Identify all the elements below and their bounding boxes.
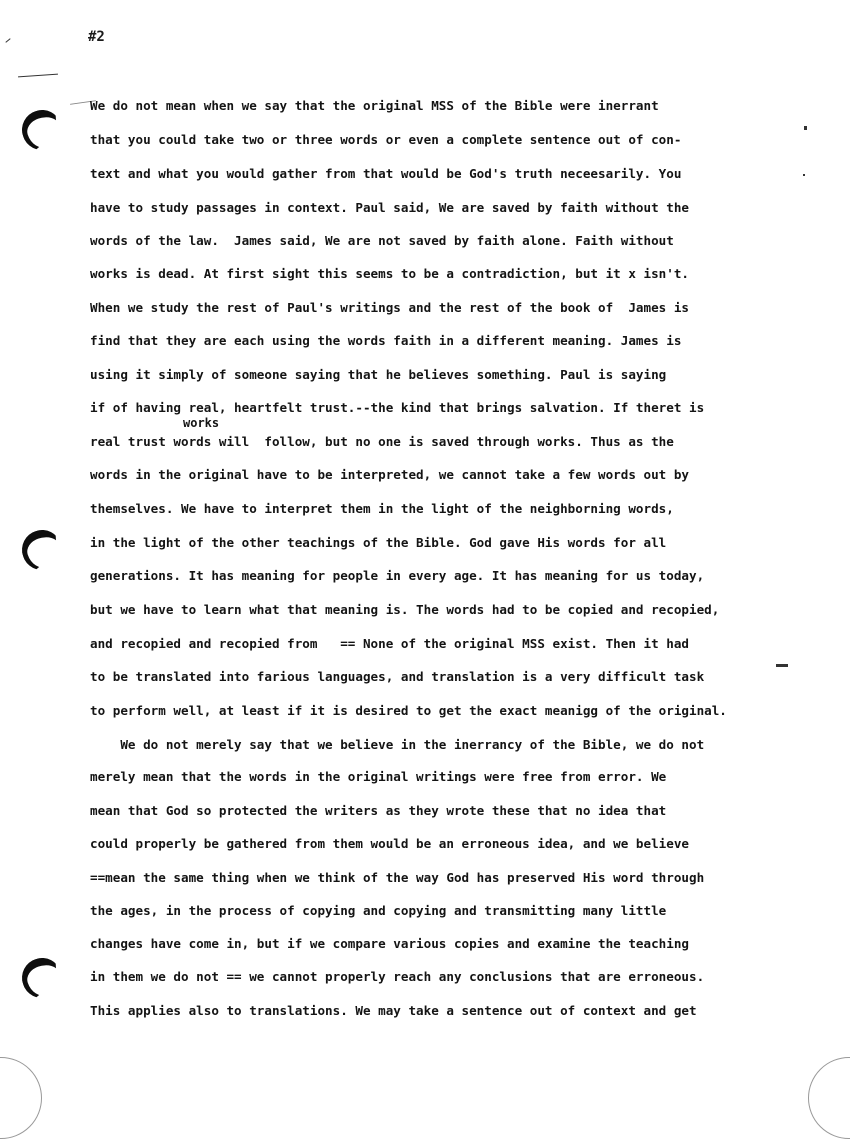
- text-line: words in the original have to be interpreted, we cannot take a few words out by: [90, 467, 689, 482]
- text-line: merely mean that the words in the original writings were free from error. We: [90, 769, 667, 784]
- handwritten-insertion: works: [183, 416, 220, 430]
- scan-mark: [803, 174, 805, 176]
- text-line: themselves. We have to interpret them in the light of the neighborning words,: [90, 501, 674, 516]
- text-line: works is dead. At first sight this seems to be a contradiction, but it x isn't.: [90, 266, 689, 281]
- scan-mark: [804, 126, 807, 130]
- text-line: This applies also to translations. We may take a sentence out of context and get: [90, 1003, 697, 1018]
- text-line: to perform well, at least if it is desired to get the exact meanigg of the original.: [90, 703, 727, 718]
- text-line: and recopied and recopied from == None of the original MSS exist. Then it had: [90, 636, 689, 651]
- text-line: words of the law. James said, We are not saved by faith alone. Faith without: [90, 233, 674, 248]
- text-line: real trust words will follow, but no one is saved through works. Thus as the: [90, 434, 674, 449]
- text-line: When we study the rest of Paul's writings and the rest of the book of James is: [90, 300, 689, 315]
- text-line: find that they are each using the words faith in a different meaning. James is: [90, 333, 682, 348]
- text-line: but we have to learn what that meaning is. The words had to be copied and recopied,: [90, 602, 720, 617]
- scan-mark: [776, 664, 788, 667]
- text-line: to be translated into farious languages, and translation is a very difficult task: [90, 669, 705, 684]
- text-line: if of having real, heartfelt trust.--the kind that brings salvation. If theret is: [90, 400, 705, 415]
- page-number: #2: [88, 29, 105, 45]
- text-line: in the light of the other teachings of the Bible. God gave His words for all: [90, 535, 667, 550]
- punch-hole-bottom: [17, 953, 67, 1003]
- text-line: the ages, in the process of copying and copying and transmitting many little: [90, 903, 667, 918]
- text-line: ==mean the same thing when we think of the way God has preserved His word through: [90, 870, 705, 885]
- text-line: could properly be gathered from them would be an erroneous idea, and we believe: [90, 836, 689, 851]
- text-line: that you could take two or three words or even a complete sentence out of con-: [90, 132, 682, 147]
- text-line: text and what you would gather from that would be God's truth neceesarily. You: [90, 166, 682, 181]
- text-line: generations. It has meaning for people in every age. It has meaning for us today,: [90, 568, 705, 583]
- text-line: mean that God so protected the writers as they wrote these that no idea that: [90, 803, 667, 818]
- text-line: We do not mean when we say that the original MSS of the Bible were inerrant: [90, 98, 659, 113]
- text-line: in them we do not == we cannot properly reach any conclusions that are erroneous.: [90, 969, 705, 984]
- scan-mark: [18, 74, 58, 78]
- page-corner-right: [808, 1057, 850, 1139]
- punch-hole-middle: [17, 525, 67, 575]
- scan-mark: [5, 38, 10, 43]
- text-line: We do not merely say that we believe in the inerrancy of the Bible, we do not: [90, 737, 705, 752]
- text-line: changes have come in, but if we compare various copies and examine the teaching: [90, 936, 689, 951]
- punch-hole-top: [17, 105, 67, 155]
- text-line: have to study passages in context. Paul said, We are saved by faith without the: [90, 200, 689, 215]
- page-corner-left: [0, 1057, 42, 1139]
- text-line: using it simply of someone saying that he believes something. Paul is saying: [90, 367, 667, 382]
